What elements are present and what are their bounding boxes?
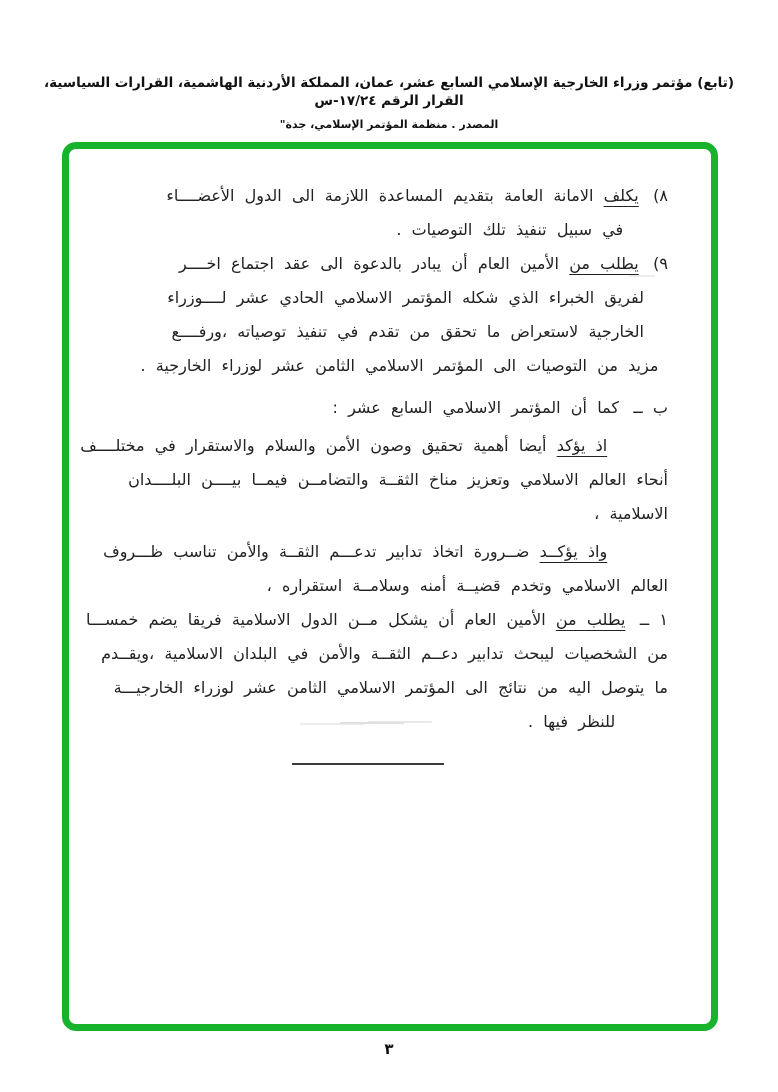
list-marker: ١ ــ — [639, 610, 668, 629]
text-block-section-label — [89, 391, 668, 425]
text-block-paragraph — [80, 429, 668, 531]
document-content — [80, 179, 668, 765]
text-segment: أيضا أهمية تحقيق وصون الأمن والسلام والاستقرار في مختلــــف — [80, 436, 557, 455]
text-line — [89, 247, 668, 281]
list-marker: ٩) — [653, 254, 668, 273]
text-segment: أنحاء العالم الاسلامي وتعزيز مناخ الثقــة والتضامــن فيمــا بيــــن البلــــدان — [128, 470, 668, 489]
list-marker: ب ــ — [633, 398, 668, 417]
text-block-numbered-item — [89, 179, 668, 247]
text-line — [86, 603, 668, 637]
text-block-numbered-item — [89, 247, 668, 383]
text-segment: الأمين العام أن يشكل مــن الدول الاسلامية فريقا يضم خمســـا — [86, 610, 556, 629]
list-marker: ٨) — [653, 186, 668, 205]
text-line — [89, 281, 668, 315]
header-source-line: المصدر . منظمة المؤتمر الإسلامي، جدة" — [279, 118, 499, 131]
text-line — [89, 463, 668, 497]
underlined-phrase: يكلف — [603, 186, 639, 205]
text-segment: الخارجية لاستعراض ما تحقق من تقدم في تنفيذ توصياته ،ورفــــع — [171, 322, 644, 341]
text-segment: الامانة العامة بتقديم المساعدة اللازمة الى الدول الأعضــــاء — [166, 186, 604, 205]
underlined-phrase: اذ يؤكد — [556, 436, 608, 455]
text-line — [89, 391, 668, 425]
text-line — [89, 569, 668, 603]
text-segment: للنظر فيها . — [528, 712, 616, 731]
text-line — [89, 315, 668, 349]
text-segment: في سبيل تنفيذ تلك التوصيات . — [396, 220, 624, 239]
text-segment: كما أن المؤتمر الاسلامي السابع عشر : — [332, 398, 619, 417]
text-line — [80, 429, 668, 463]
text-segment: الاسلامية ، — [594, 504, 668, 523]
text-segment: العالم الاسلامي وتخدم قضيــة أمنه وسلامــة استقراره ، — [266, 576, 668, 595]
text-line — [89, 349, 668, 383]
text-block-numbered-item — [86, 603, 668, 739]
underlined-phrase: واذ يؤكــد — [539, 542, 608, 561]
text-segment: لفريق الخبراء الذي شكله المؤتمر الاسلامي الحادي عشر لــــوزراء — [167, 288, 644, 307]
text-line — [89, 671, 668, 705]
text-segment: ما يتوصل اليه من نتائج الى المؤتمر الاسلامي الثامن عشر لوزراء الخارجيـــة — [113, 678, 668, 697]
document-header — [24, 74, 754, 131]
underlined-phrase: يطلب من — [569, 254, 639, 273]
header-title-line: (تابع) مؤتمر وزراء الخارجية الإسلامي السابع عشر، عمان، المملكة الأردنية الهاشمية، القرارات السياسية، القرار الرقم ١٧/٢٤-س — [43, 75, 734, 109]
closing-divider-line — [292, 763, 444, 765]
scan-artifact — [629, 275, 655, 277]
text-block-paragraph — [89, 535, 668, 603]
scan-artifact — [340, 722, 404, 724]
text-segment: الأمين العام أن يبادر بالدعوة الى عقد اجتماع اخــــر — [178, 254, 570, 273]
text-line — [89, 179, 668, 213]
text-line — [89, 637, 668, 671]
page-number: ٣ — [384, 1040, 394, 1058]
text-segment: من الشخصيات ليبحث تدابير دعــم الثقــة والأمن في البلدان الاسلامية ،ويقــدم — [101, 644, 668, 663]
text-segment: ضــرورة اتخاذ تدابير تدعـــم الثقــة والأمن تناسب ظـــروف — [103, 542, 540, 561]
green-border-frame — [62, 142, 718, 1031]
text-line — [89, 535, 668, 569]
underlined-phrase: يطلب من — [555, 610, 626, 629]
text-segment: مزيد من التوصيات الى المؤتمر الاسلامي الثامن عشر لوزراء الخارجية . — [140, 356, 659, 375]
text-line — [89, 497, 668, 531]
text-line — [89, 213, 668, 247]
